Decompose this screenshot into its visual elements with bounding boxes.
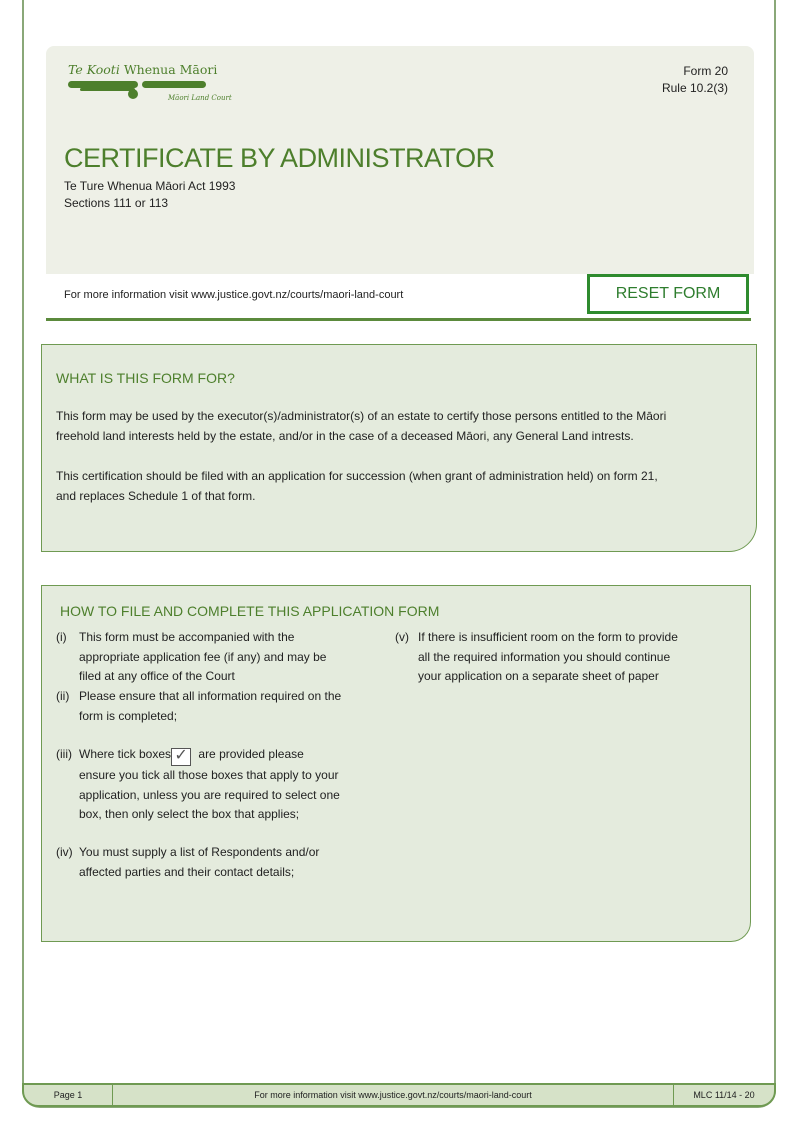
howto-item-i	[56, 628, 376, 687]
page-title: CERTIFICATE BY ADMINISTRATOR	[64, 143, 495, 173]
text-line: affected parties and their contact details;	[79, 864, 295, 879]
footer-info: For more information visit www.justice.govt.nz/courts/maori-land-court	[113, 1085, 674, 1105]
logo-title-rest: Whenua Māori	[123, 62, 218, 77]
text-line: This form may be used by the executor(s)/administrator(s) of an estate to certify those persons entitled to the Māori	[56, 409, 667, 423]
text-line: box, then only select the box that applies;	[79, 807, 300, 821]
howto-item-v	[395, 628, 735, 687]
item-number: (iv)	[56, 845, 73, 859]
text-line: all the required information you should continue	[418, 649, 671, 664]
howto-item-ii	[56, 687, 376, 726]
form-number: Form 20	[683, 64, 728, 78]
act-sections: Sections 111 or 113	[64, 196, 169, 210]
logo-bar-thin	[80, 88, 135, 91]
text-line: and replaces Schedule 1 of that form.	[56, 489, 256, 503]
text-line: Please ensure that all information required on the	[79, 689, 342, 703]
howto-heading: HOW TO FILE AND COMPLETE THIS APPLICATION FORM	[60, 603, 440, 619]
text-line: You must supply a list of Respondents and/or	[79, 845, 320, 859]
tick-box-icon: ✓	[171, 748, 191, 766]
logo-bar-right	[142, 81, 206, 88]
text-line: ensure you tick all those boxes that apply to your	[79, 768, 339, 782]
page-footer	[22, 1083, 776, 1107]
act-name: Te Ture Whenua Māori Act 1993	[64, 179, 236, 193]
item-number: (i)	[56, 630, 67, 644]
text-line: your application on a separate sheet of paper	[418, 669, 659, 683]
reset-form-button[interactable]: RESET FORM	[587, 274, 749, 314]
item-number: (iii)	[56, 747, 72, 761]
act-reference	[64, 178, 235, 212]
text-line: This certification should be filed with an application for succession (when grant of administration held) on form 21,	[56, 469, 658, 483]
purpose-heading: WHAT IS THIS FORM FOR?	[56, 370, 235, 386]
item-number: (ii)	[56, 689, 70, 703]
howto-item-iv	[56, 843, 376, 882]
header-divider	[46, 318, 751, 321]
logo-title-italic: Te Kooti	[68, 62, 120, 77]
howto-item-iii	[56, 745, 376, 825]
text-fragment: are provided please	[198, 747, 304, 761]
text-fragment: Where tick boxes	[79, 747, 172, 761]
purpose-paragraph-1	[56, 406, 666, 446]
text-line: filed at any office of the Court	[79, 669, 235, 683]
item-number: (v)	[395, 630, 409, 644]
logo-bar-left	[68, 81, 138, 88]
footer-form-code: MLC 11/14 - 20	[693, 1090, 755, 1100]
form-reference	[662, 63, 728, 97]
form-rule: Rule 10.2(3)	[661, 81, 728, 95]
logo-subtitle: Māori Land Court	[168, 94, 232, 102]
footer-page-number: Page 1	[24, 1085, 113, 1105]
logo-dot	[128, 89, 138, 99]
text-line: application, unless you are required to select one	[79, 787, 340, 802]
text-line: If there is insufficient room on the form to provide	[418, 630, 678, 644]
text-line: form is completed;	[79, 708, 178, 723]
text-line: appropriate application fee (if any) and may be	[79, 649, 327, 664]
logo-title	[68, 62, 217, 77]
text-line: This form must be accompanied with the	[79, 630, 295, 644]
purpose-paragraph-2	[56, 466, 658, 506]
text-line: freehold land interests held by the estate, and/or in the case of a deceased Māori, any General Land intrests.	[56, 429, 634, 443]
text-line	[79, 745, 376, 766]
info-link-text: For more information visit www.justice.govt.nz/courts/maori-land-court	[64, 289, 404, 301]
